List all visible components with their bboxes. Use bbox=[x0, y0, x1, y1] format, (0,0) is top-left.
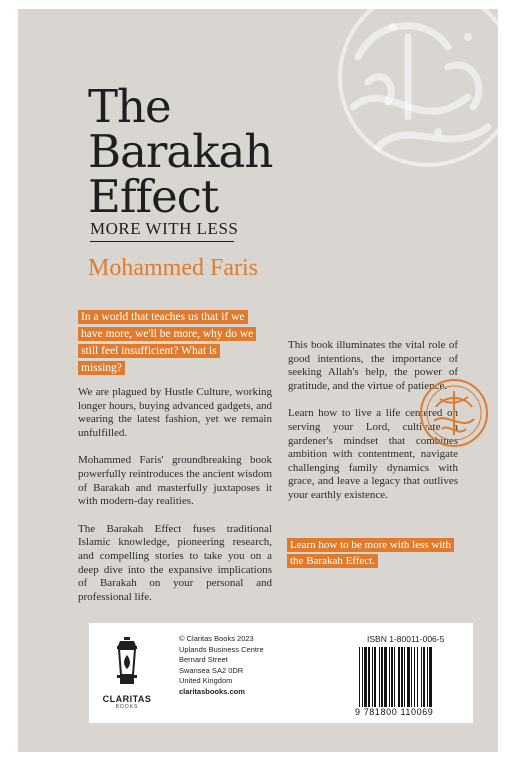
barakah-seal-icon bbox=[418, 377, 490, 449]
publisher-address bbox=[179, 634, 264, 697]
address-line: © Claritas Books 2023 bbox=[179, 634, 254, 643]
question-callout bbox=[78, 309, 256, 377]
address-line: Bernard Street bbox=[179, 655, 228, 664]
left-column bbox=[78, 386, 272, 618]
subtitle-underline bbox=[90, 241, 234, 242]
barcode-digits: 9 781800 110069 bbox=[355, 707, 467, 717]
book-title bbox=[88, 80, 273, 223]
address-line: Uplands Business Centre bbox=[179, 644, 264, 654]
cta-callout bbox=[287, 537, 467, 569]
publisher-name: CLARITAS bbox=[102, 694, 152, 704]
paragraph: The Barakah Effect fuses traditional Islamic knowledge, pioneering research, and compelling stories to take you on a deep dive into the expansive implications of Barakah on your personal and professional life. bbox=[78, 522, 272, 603]
title-line: Barakah bbox=[88, 125, 273, 178]
paragraph: This book illuminates the vital role of good intentions, the importance of seeking Allah's help, the power of gratitude, and the virtue of patience. bbox=[288, 339, 458, 392]
lantern-icon bbox=[112, 637, 142, 687]
paragraph: Learn how to live a life centered on serving your Lord, cultivate a gardener's mindset that combines ambition with contentment, navigate challenging family dynamics with grace, and leave a legacy that outlives your earthly existence. bbox=[288, 407, 458, 501]
author-name: Mohammed Faris bbox=[88, 255, 258, 281]
cta-text: Learn how to be more with less with the Barakah Effect. bbox=[287, 538, 454, 568]
publisher-website: claritasbooks.com bbox=[179, 686, 245, 696]
paragraph: We are plagued by Hustle Culture, working longer hours, buying advanced gadgets, and wearing the latest fashion, yet we remain unfulfilled. bbox=[78, 386, 272, 439]
publisher-info-box bbox=[88, 622, 474, 724]
book-subtitle: MORE WITH LESS bbox=[90, 219, 239, 238]
title-line: The bbox=[88, 80, 171, 133]
address-line: Swansea SA2 0DR bbox=[179, 665, 244, 675]
book-back-cover bbox=[18, 9, 498, 752]
isbn-label: ISBN 1-80011-006-5 bbox=[367, 634, 445, 644]
address-line: United Kingdom bbox=[179, 676, 233, 685]
paragraph: Mohammed Faris' groundbreaking book powerfully reintroduces the ancient wisdom of Barakah and masterfully juxtaposes it with modern-day realities. bbox=[78, 454, 272, 508]
publisher-logo bbox=[99, 637, 155, 717]
title-line: Effect bbox=[88, 170, 219, 223]
question-text: In a world that teaches us that if we have more, we'll be more, why do we still feel insufficient? What is missing? bbox=[78, 310, 256, 375]
calligraphy-watermark-icon bbox=[298, 9, 498, 177]
publisher-sub: BOOKS bbox=[115, 704, 139, 710]
